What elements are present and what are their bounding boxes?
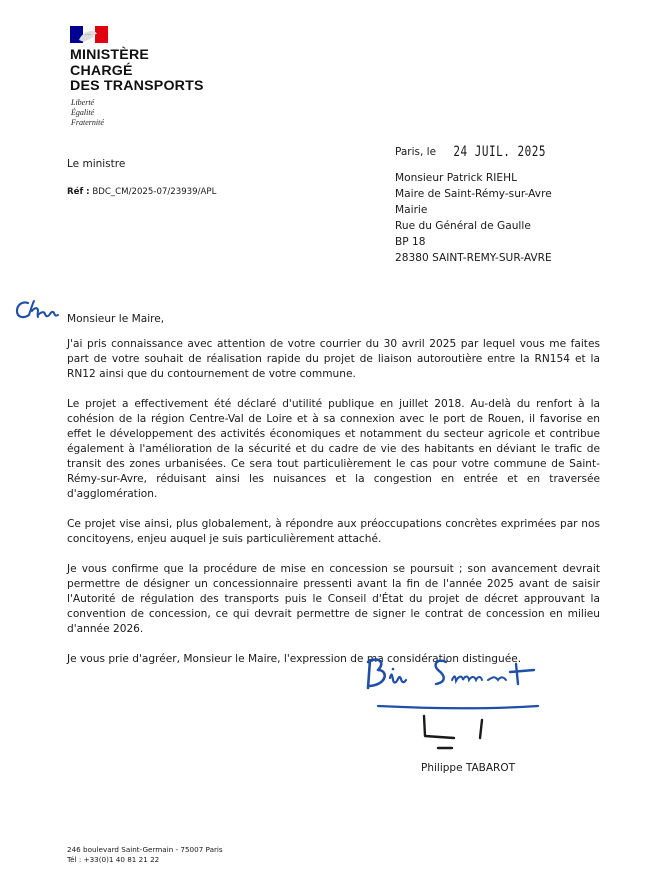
body-paragraph: Le projet a effectivement été déclaré d'utilité publique en juillet 2018. Au-delà du renfort à la cohésion de la région Centre-Val de Loire et à sa connexion avec le port de Rouen, il favorise en effet le développement des activités économiques et notamment du secteur agricole et contribue également à l'amélioration de la sécurité et du cadre de vie des habitants en déviant le trafic de transit des zones urbanisées. Ce sera tout particulièrement le cas pour votre commune de Saint-Rémy-sur-Avre, réduisant ainsi les nuisances et la congestion en entrée et en traversée d'agglomération. [67, 398, 600, 500]
motto-line: Égalité [71, 108, 95, 117]
footer-contact [67, 845, 223, 864]
letter-body [67, 337, 600, 682]
body-paragraph: J'ai pris connaissance avec attention de votre courrier du 30 avril 2025 par lequel vous me faites part de votre souhait de réalisation rapide du projet de liaison autoroutière entre la RN154 et la RN12 ainsi que du contournement de votre commune. [67, 338, 600, 380]
reference-value: BDC_CM/2025-07/23939/APL [92, 187, 217, 197]
ministry-line: MINISTÈRE [70, 47, 150, 63]
sender-title: Le ministre [67, 158, 126, 170]
ministry-line: CHARGÉ [70, 62, 133, 79]
motto-line: Liberté [71, 98, 95, 107]
body-paragraph: Je vous prie d'agréer, Monsieur le Maire, l'expression de ma considération distinguée. [67, 653, 522, 665]
footer-address: 246 boulevard Saint-Germain - 75007 Paris [67, 845, 223, 854]
recipient-line: BP 18 [395, 236, 426, 248]
recipient-line: 28380 SAINT-REMY-SUR-AVRE [395, 252, 552, 264]
recipient-line: Mairie [395, 204, 428, 216]
recipient-line: Monsieur Patrick RIEHL [395, 172, 517, 184]
motto-line: Fraternité [71, 118, 104, 127]
signer-name: Philippe TABAROT [421, 762, 516, 774]
body-paragraph: Ce projet vise ainsi, plus globalement, à répondre aux préoccupations concrètes exprimées par nos concitoyens, enjeu auquel je suis particulièrement attaché. [67, 518, 600, 545]
marianne-logo [70, 26, 108, 43]
ministry-name [70, 48, 204, 95]
handwritten-greeting [14, 295, 60, 323]
recipient-line: Maire de Saint-Rémy-sur-Avre [395, 188, 552, 200]
recipient-address [395, 170, 552, 266]
footer-phone: Tél : +33(0)1 40 81 21 22 [67, 854, 160, 864]
recipient-line: Rue du Général de Gaulle [395, 220, 531, 232]
date-line [395, 145, 546, 158]
handwritten-closing-signature [358, 650, 558, 750]
ministry-line: DES TRANSPORTS [70, 78, 204, 94]
body-paragraph: Je vous confirme que la procédure de mise en concession se poursuit ; son avancement devrait permettre de désigner un concessionnaire pressenti avant la fin de l'année 2025 avant de saisir l'Autorité de régulation des transports puis le Conseil d'État du projet de décret approuvant la convention de concession, ce qui devrait permettre de signer le contrat de concession en milieu d'année 2026. [67, 563, 600, 635]
reference-line [67, 187, 216, 197]
republic-motto [71, 98, 104, 128]
reference-label: Réf : [67, 187, 90, 197]
date-stamp: 24 JUIL. 2025 [453, 143, 546, 160]
date-place: Paris, le [395, 146, 437, 158]
salutation: Monsieur le Maire, [67, 313, 165, 325]
